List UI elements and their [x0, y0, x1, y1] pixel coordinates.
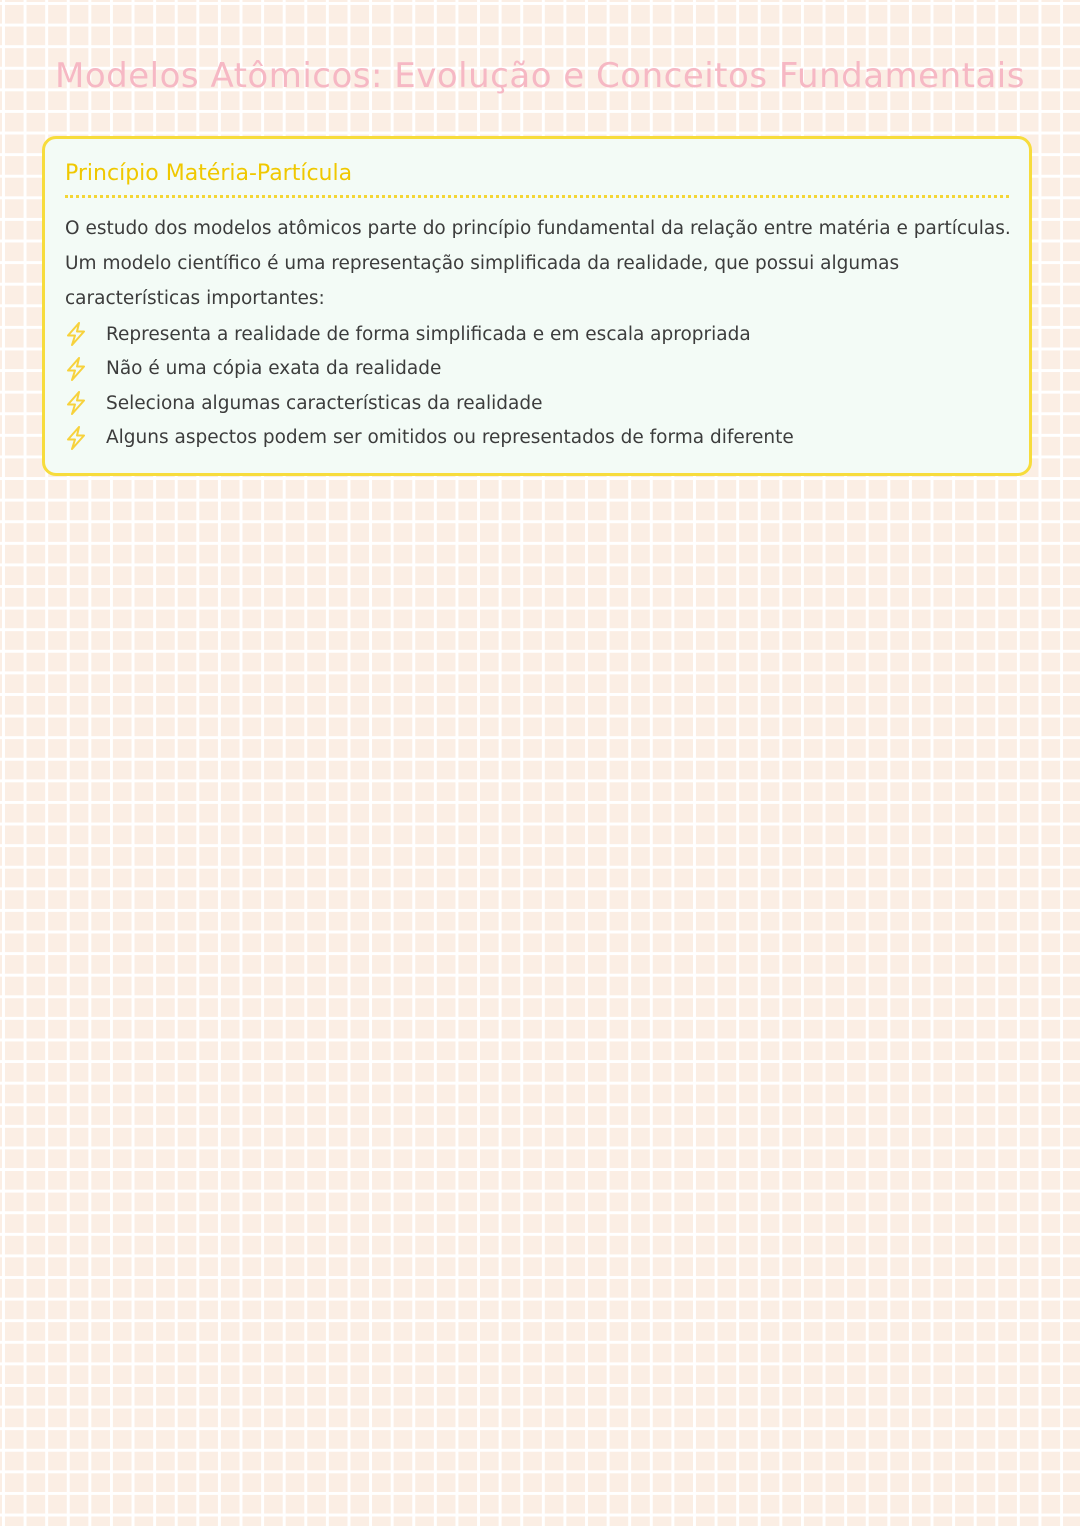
bullet-text: Não é uma cópia exata da realidade [106, 358, 442, 380]
lightning-bolt-icon [65, 322, 87, 346]
bullet-text: Alguns aspectos podem ser omitidos ou representados de forma diferente [106, 427, 794, 449]
section-title: Princípio Matéria-Partícula [65, 161, 353, 186]
list-item [65, 421, 794, 456]
lightning-bolt-icon [65, 426, 87, 450]
bullet-text: Representa a realidade de forma simplificada e em escala apropriada [106, 323, 751, 345]
lightning-bolt-icon [65, 391, 87, 415]
page-title: Modelos Atômicos: Evolução e Conceitos Fundamentais [55, 56, 1025, 96]
dotted-divider [65, 195, 1009, 198]
bullet-list [65, 317, 794, 455]
list-item [65, 317, 794, 352]
list-item [65, 352, 794, 387]
section-card [42, 136, 1032, 476]
lightning-bolt-icon [65, 357, 87, 381]
bullet-text: Seleciona algumas características da realidade [106, 392, 543, 414]
list-item [65, 386, 794, 421]
section-intro: O estudo dos modelos atômicos parte do princípio fundamental da relação entre matéria e partículas. Um modelo científico é uma representação simplificada da realidade, que possui algumas características importantes: [65, 218, 1011, 309]
